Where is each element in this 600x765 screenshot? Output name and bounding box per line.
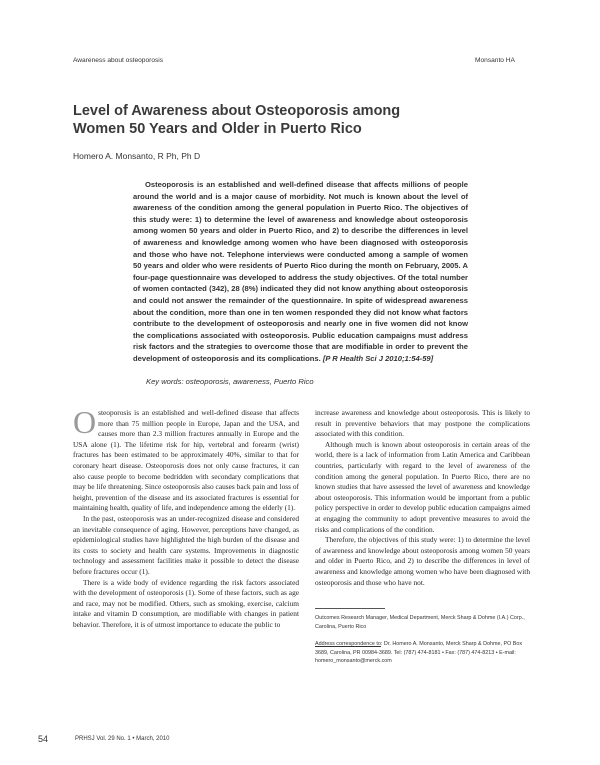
journal-citation: PRHSJ Vol. 29 No. 1 • March, 2010 bbox=[75, 736, 170, 742]
correspondence-text: : Dr. Homero A. Monsanto, Merck Sharp & Dohme, PO Box 3689, Carolina, PR 00984-3689. Tel: (787) 474-8181 • Fax: (787) 474-8213 • E-mail: homero_monsanto@merck.com bbox=[315, 641, 523, 665]
title-line-2: Women 50 Years and Older in Puerto Rico bbox=[73, 121, 362, 137]
body-paragraph: Although much is known about osteoporosis in certain areas of the world, there is a lack of information from Latin America and Caribbean countries, particularly with regard to the level of awareness of the condition among the general population. In Puerto Rico, there are no known studies that have assessed the level of awareness and knowledge about osteoporosis. This information would be important from a public policy perspective in order to develop public education campaigns aimed at engaging the community to adopt preventive measures to avoid the risks and complications of the condition. bbox=[315, 439, 530, 534]
body-column-right bbox=[315, 408, 530, 588]
body-paragraph: Therefore, the objectives of this study were: 1) to determine the level of awareness and knowledge about osteoporosis among women 50 years and older in Puerto Rico, and 2) to describe the differences in level of awareness and knowledge among women who have been diagnosed with osteoporosis and those who have not. bbox=[315, 535, 530, 587]
page-number: 54 bbox=[38, 734, 49, 744]
body-paragraph: increase awareness and knowledge about osteoporosis. This is likely to result in preventive behaviors that may postpone the complications associated with this condition. bbox=[315, 408, 530, 439]
author-byline: Homero A. Monsanto, R Ph, Ph D bbox=[73, 151, 201, 161]
footnote-divider bbox=[315, 608, 385, 609]
article-title bbox=[73, 102, 493, 138]
correspondence-label: Address correspondence to bbox=[315, 641, 381, 647]
body-paragraph: In the past, osteoporosis was an under-recognized disease and considered an inevitable consequence of aging. However, perceptions have changed, as epidemiological studies have highlighted the high burden of the disease and its costs to society and health care systems. Improvements in diagnostic technology and assessment facilities make it possible to detect the disease before fractures occur (1). bbox=[73, 513, 299, 576]
body-paragraph: There is a wide body of evidence regarding the risk factors associated with the development of osteoporosis (1). Some of these factors, such as age and race, may not be modified. Others, such as smoking, exercise, calcium intake and vitamin D consumption, are modifiable with changes in patient behavior. Therefore, it is of utmost importance to educate the public to bbox=[73, 577, 299, 629]
body-paragraph: steoporosis is an established and well-defined disease that affects more than 75 million people in Europe, Japan and the USA, and causes more than 2.3 million fractures annually in Europe and the USA alone (1). The lifetime risk for hip, vertebral and forearm (wrist) fractures has been estimated to be approximately 40%, similar to that for coronary heart disease. Osteoporosis does not only cause fractures, it can also cause people to become bedridden with secondary complications that may be life threatening. Since osteoporosis also causes back pain and loss of height, prevention of the disease and its associated fractures is essential for maintaining health, quality of life, and independence among the elderly (1). bbox=[73, 408, 299, 513]
abstract bbox=[133, 179, 468, 365]
footnote-correspondence bbox=[315, 640, 530, 666]
running-head-left: Awareness about osteoporosis bbox=[73, 57, 164, 64]
running-head-right: Monsanto HA bbox=[475, 57, 515, 64]
drop-cap: O bbox=[73, 404, 97, 440]
body-column-left bbox=[73, 404, 299, 630]
abstract-text: Osteoporosis is an established and well-defined disease that affects millions of people around the world and is a major cause of morbidity. Not much is known about the level of awareness of the condition among the general population in Puerto Rico. The objectives of this study were: 1) to determine the level of awareness and knowledge about osteoporosis among women 50 years and older in Puerto Rico, and 2) to describe the differences in level of awareness and knowledge among women who have been diagnosed with osteoporosis and those who have not. Telephone interviews were conducted among a sample of women 50 years and older who were residents of Puerto Rico during the month on February, 2005. A four-page questionnaire was developed to address the study objectives. Of the total number of women contacted (342), 28 (8%) indicated they did not know anything about osteoporosis and could not answer the remainder of the questionnaire. In spite of widespread awareness about the condition, more than one in ten women responded they did not know what factors contribute to the development of osteoporosis and nearly one in five women did not know the complications associated with osteoporosis. Public education campaigns must address risk factors and the strategies to overcome those that are modifiable in order to prevent the development of osteoporosis and its complications. bbox=[133, 180, 468, 363]
keywords: Key words: osteoporosis, awareness, Puerto Rico bbox=[146, 377, 314, 386]
footnote-affiliation: Outcomes Research Manager, Medical Department, Merck Sharp & Dohme (I.A.) Corp., Carolina, Puerto Rico bbox=[315, 615, 525, 630]
abstract-citation: [P R Health Sci J 2010;1:54-59] bbox=[322, 353, 434, 363]
title-line-1: Level of Awareness about Osteoporosis among bbox=[73, 103, 401, 119]
